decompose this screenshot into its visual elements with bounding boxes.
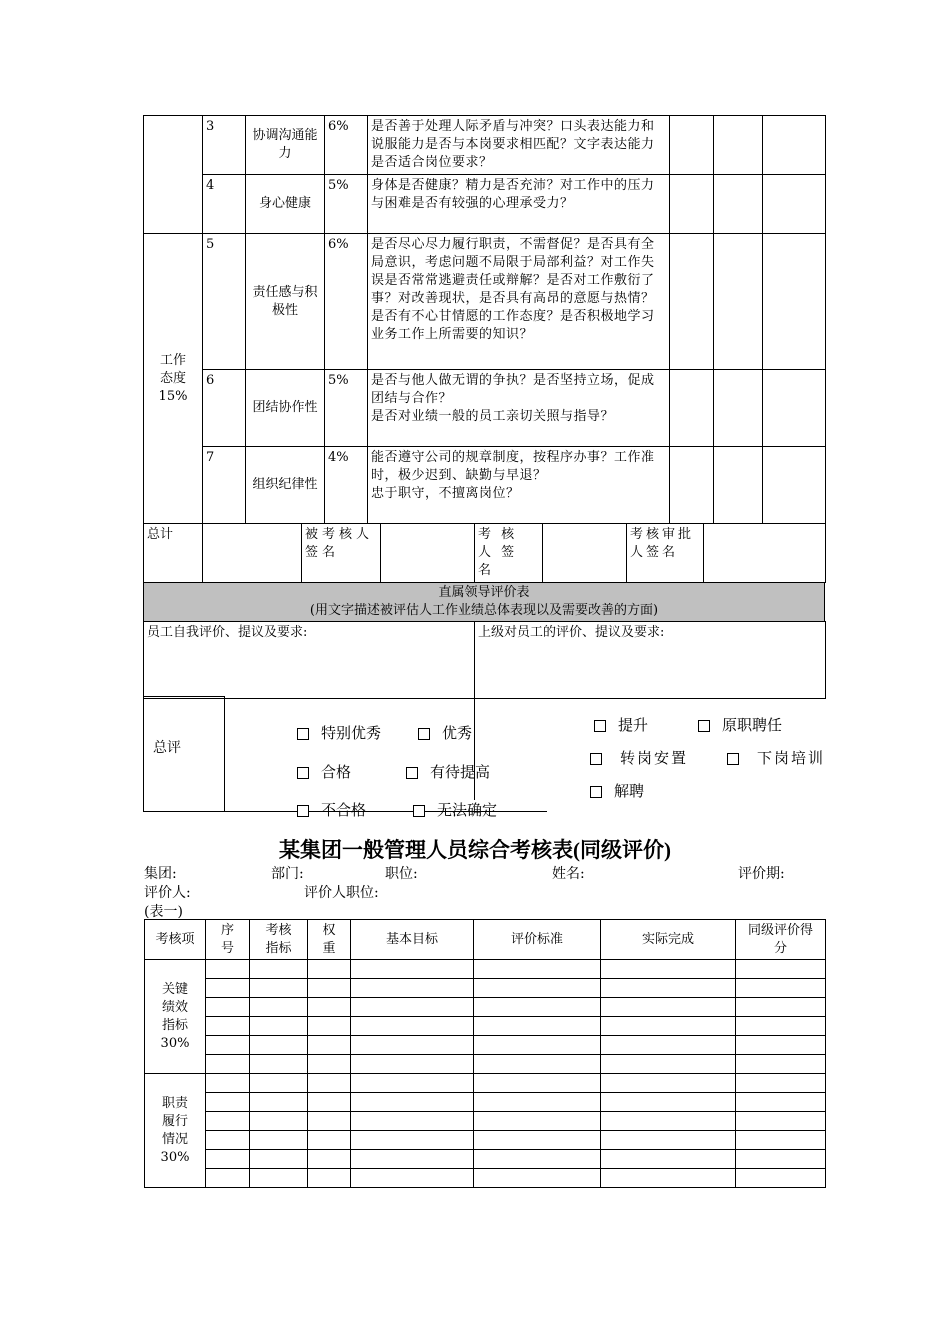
table-cell[interactable]: [601, 1017, 736, 1036]
table-cell[interactable]: [474, 998, 601, 1017]
score-cell[interactable]: [714, 234, 763, 370]
action-retain[interactable]: 原职聘任: [698, 714, 782, 735]
score-cell[interactable]: [763, 116, 826, 175]
table-cell[interactable]: [250, 1017, 308, 1036]
table-cell[interactable]: [474, 1131, 601, 1150]
action-promote[interactable]: 提升: [594, 714, 648, 735]
total-label: 总计: [144, 524, 203, 583]
criteria: 是否与他人做无谓的争执？是否坚持立场，促成团结与合作？ 是否对业绩一般的员工亲切关照与指导？: [368, 370, 670, 447]
header-cell: 基本目标: [351, 920, 474, 960]
table-row: [145, 1055, 826, 1074]
table-cell[interactable]: [601, 998, 736, 1017]
table-cell[interactable]: [736, 1169, 826, 1188]
examiner-sign-label: 考 核 人 签 名: [475, 524, 543, 583]
superior-eval-box[interactable]: [475, 622, 826, 699]
table-cell[interactable]: [601, 1093, 736, 1112]
table-cell[interactable]: [308, 979, 351, 998]
approver-sign-field[interactable]: [704, 524, 826, 583]
score-cell[interactable]: [670, 175, 714, 234]
table-row: [145, 1169, 826, 1188]
table-cell[interactable]: [250, 1036, 308, 1055]
weight: 4%: [325, 447, 368, 524]
peer-eval-table: [144, 919, 826, 1188]
indicator-name: 责任感与积极性: [246, 234, 325, 370]
category-label: 工作 态度 15%: [144, 234, 203, 524]
table-cell[interactable]: [206, 1112, 250, 1131]
table-row: [145, 1150, 826, 1169]
checkbox-icon[interactable]: [297, 805, 309, 817]
row-number: 6: [203, 370, 246, 447]
table-row: [145, 1112, 826, 1131]
criteria: 身体是否健康？精力是否充沛？对工作中的压力与困难是否有较强的心理承受力？: [368, 175, 670, 234]
row-number: 4: [203, 175, 246, 234]
table-cell[interactable]: [601, 1074, 736, 1093]
table-cell[interactable]: [601, 1055, 736, 1074]
table-cell[interactable]: [250, 960, 308, 979]
table-cell[interactable]: [351, 1074, 474, 1093]
score-cell[interactable]: [670, 234, 714, 370]
score-cell[interactable]: [763, 234, 826, 370]
row-number: 7: [203, 447, 246, 524]
table-row: [145, 998, 826, 1017]
header-cell: 实际完成: [601, 920, 736, 960]
table-cell[interactable]: [601, 1131, 736, 1150]
examinee-sign-label: 被考核人签名: [302, 524, 381, 583]
criteria: 能否遵守公司的规章制度，按程序办事？工作准时，极少迟到、缺勤与早退？ 忠于职守，不擅离岗位？: [368, 447, 670, 524]
examinee-sign-field[interactable]: [381, 524, 475, 583]
table-row: [145, 1017, 826, 1036]
table-cell[interactable]: [206, 1036, 250, 1055]
table-cell[interactable]: [250, 1055, 308, 1074]
table-cell[interactable]: [351, 1150, 474, 1169]
table-cell[interactable]: [351, 1112, 474, 1131]
table-cell[interactable]: [308, 998, 351, 1017]
leader-eval-header: [144, 583, 825, 622]
table-cell[interactable]: [250, 1112, 308, 1131]
checkbox-icon[interactable]: [594, 720, 606, 732]
criteria: 是否尽心尽力履行职责，不需督促？是否具有全局意识，考虑问题不局限于局部利益？对工作失误是否常常逃避责任或辩解？是否对工作敷衍了事？对改善现状，是否具有高昂的意愿与热情？是否有不心甘情愿的工作态度？是否积极地学习业务工作上所需要的知识？: [368, 234, 670, 370]
overall-label: 总评: [153, 740, 181, 756]
leader-eval-subtitle: (用文字描述被评估人工作业绩总体表现以及需要改善的方面): [309, 603, 659, 618]
table-cell[interactable]: [601, 1112, 736, 1131]
table-cell[interactable]: [736, 1017, 826, 1036]
field-evaluator: 评价人:: [144, 885, 191, 901]
table-cell[interactable]: [250, 1093, 308, 1112]
action-transfer[interactable]: 转岗安置: [590, 747, 688, 768]
table-cell[interactable]: [736, 1112, 826, 1131]
table-cell[interactable]: [250, 1169, 308, 1188]
table-cell[interactable]: [308, 960, 351, 979]
table-label: (表一): [144, 904, 183, 920]
checkbox-icon[interactable]: [418, 728, 430, 740]
field-position: 职位:: [385, 866, 418, 882]
table-cell[interactable]: [736, 1093, 826, 1112]
leader-eval-title: 直属领导评价表: [438, 585, 530, 600]
table-cell[interactable]: [736, 1074, 826, 1093]
table-cell[interactable]: [250, 979, 308, 998]
table-cell[interactable]: [308, 1074, 351, 1093]
assessment-table-top: [143, 115, 826, 699]
checkbox-icon[interactable]: [590, 753, 602, 765]
indicator-name: 团结协作性: [246, 370, 325, 447]
weight: 6%: [325, 234, 368, 370]
table-cell[interactable]: [351, 1093, 474, 1112]
table-cell[interactable]: [736, 960, 826, 979]
action-retrain[interactable]: 下岗培训: [727, 747, 825, 768]
table-cell[interactable]: [351, 1017, 474, 1036]
table-cell[interactable]: [736, 998, 826, 1017]
table-cell[interactable]: [308, 1112, 351, 1131]
criteria: 是否善于处理人际矛盾与冲突？口头表达能力和说服能力是否与本岗要求相匹配？文字表达能力是否适合岗位要求？: [368, 116, 670, 175]
option-excellent[interactable]: 特别优秀: [297, 722, 381, 743]
table-cell[interactable]: [474, 1074, 601, 1093]
checkbox-icon[interactable]: [406, 767, 418, 779]
table-cell[interactable]: [308, 1150, 351, 1169]
score-cell[interactable]: [670, 370, 714, 447]
score-cell[interactable]: [670, 116, 714, 175]
score-cell[interactable]: [670, 447, 714, 524]
table-cell[interactable]: [736, 1055, 826, 1074]
weight: 5%: [325, 175, 368, 234]
form-title: 某集团一般管理人员综合考核表(同级评价): [279, 838, 671, 862]
table-cell[interactable]: [308, 1169, 351, 1188]
category-cell-blank: [144, 116, 203, 234]
field-evaluator-position: 评价人职位:: [304, 885, 379, 901]
table-cell[interactable]: [736, 1131, 826, 1150]
table-cell[interactable]: [308, 1017, 351, 1036]
checkbox-icon[interactable]: [413, 805, 425, 817]
table-cell[interactable]: [206, 1055, 250, 1074]
option-fail[interactable]: 不合格: [297, 799, 366, 820]
table-cell[interactable]: [736, 1150, 826, 1169]
group-label: 职责 履行 情况 30%: [145, 1074, 206, 1188]
header-cell: 序号: [206, 920, 250, 960]
table-cell[interactable]: [308, 1055, 351, 1074]
table-cell[interactable]: [351, 1055, 474, 1074]
table-cell[interactable]: [351, 1036, 474, 1055]
score-cell[interactable]: [714, 116, 763, 175]
table-row: [145, 1036, 826, 1055]
field-group: 集团:: [144, 866, 177, 882]
table-cell[interactable]: [474, 1055, 601, 1074]
table-cell[interactable]: [351, 979, 474, 998]
score-cell[interactable]: [763, 175, 826, 234]
table-cell[interactable]: [736, 979, 826, 998]
table-cell[interactable]: [206, 1150, 250, 1169]
header-row: [145, 920, 826, 960]
checkbox-icon[interactable]: [297, 728, 309, 740]
option-good[interactable]: 优秀: [418, 722, 472, 743]
score-cell[interactable]: [714, 447, 763, 524]
table-cell[interactable]: [351, 1169, 474, 1188]
table-cell[interactable]: [601, 1036, 736, 1055]
table-row: [145, 1093, 826, 1112]
table-cell[interactable]: [601, 1169, 736, 1188]
table-cell[interactable]: [601, 1150, 736, 1169]
weight: 6%: [325, 116, 368, 175]
table-cell[interactable]: [206, 1074, 250, 1093]
action-dismiss[interactable]: 解聘: [590, 780, 644, 801]
table-cell[interactable]: [351, 960, 474, 979]
checkbox-icon[interactable]: [297, 767, 309, 779]
table-cell[interactable]: [474, 979, 601, 998]
table-cell[interactable]: [474, 1036, 601, 1055]
header-cell: 权重: [308, 920, 351, 960]
superior-eval-label: 上级对员工的评价、提议及要求:: [478, 625, 665, 640]
table-cell[interactable]: [308, 1093, 351, 1112]
table-cell[interactable]: [474, 1093, 601, 1112]
table-row: [145, 1131, 826, 1150]
header-cell: 考核项: [145, 920, 206, 960]
table-cell[interactable]: [308, 1131, 351, 1150]
table-cell[interactable]: [601, 979, 736, 998]
group-label: 关键 绩效 指标 30%: [145, 960, 206, 1074]
table-cell[interactable]: [474, 1112, 601, 1131]
table-cell[interactable]: [206, 1017, 250, 1036]
score-cell[interactable]: [763, 447, 826, 524]
table-cell[interactable]: [206, 979, 250, 998]
table-cell[interactable]: [206, 960, 250, 979]
table-cell[interactable]: [474, 960, 601, 979]
table-cell[interactable]: [474, 1169, 601, 1188]
option-undetermined[interactable]: 无法确定: [413, 799, 497, 820]
table-cell[interactable]: [474, 1150, 601, 1169]
header-cell: 同级评价得分: [736, 920, 826, 960]
table-cell[interactable]: [206, 1131, 250, 1150]
table-cell[interactable]: [250, 1131, 308, 1150]
table-cell[interactable]: [736, 1036, 826, 1055]
table-cell[interactable]: [474, 1017, 601, 1036]
score-cell[interactable]: [714, 370, 763, 447]
table-cell[interactable]: [206, 1093, 250, 1112]
table-cell[interactable]: [601, 960, 736, 979]
total-value[interactable]: [203, 524, 302, 583]
table-row: [145, 960, 826, 979]
indicator-name: 身心健康: [246, 175, 325, 234]
field-department: 部门:: [271, 866, 304, 882]
row-number: 3: [203, 116, 246, 175]
weight: 5%: [325, 370, 368, 447]
option-needs-improve[interactable]: 有待提高: [406, 761, 490, 782]
header-cell: 考核指标: [250, 920, 308, 960]
table-row: [145, 1074, 826, 1093]
table-cell[interactable]: [351, 1131, 474, 1150]
checkbox-icon[interactable]: [698, 720, 710, 732]
field-name: 姓名:: [552, 866, 585, 882]
table-cell[interactable]: [351, 998, 474, 1017]
score-cell[interactable]: [763, 370, 826, 447]
header-cell: 评价标准: [474, 920, 601, 960]
self-eval-box[interactable]: [144, 622, 475, 699]
self-eval-label: 员工自我评价、提议及要求:: [147, 625, 308, 640]
indicator-name: 组织纪律性: [246, 447, 325, 524]
field-period: 评价期:: [738, 866, 785, 882]
approver-sign-label: 考核审批人签名: [627, 524, 704, 583]
table-cell[interactable]: [206, 998, 250, 1017]
indicator-name: 协调沟通能力: [246, 116, 325, 175]
table-cell[interactable]: [206, 1169, 250, 1188]
table-cell[interactable]: [250, 1074, 308, 1093]
option-pass[interactable]: 合格: [297, 761, 351, 782]
row-number: 5: [203, 234, 246, 370]
checkbox-icon[interactable]: [727, 753, 739, 765]
table-cell[interactable]: [250, 998, 308, 1017]
score-cell[interactable]: [714, 175, 763, 234]
checkbox-icon[interactable]: [590, 786, 602, 798]
table-row: [145, 979, 826, 998]
table-cell[interactable]: [308, 1036, 351, 1055]
table-cell[interactable]: [250, 1150, 308, 1169]
examiner-sign-field[interactable]: [543, 524, 627, 583]
